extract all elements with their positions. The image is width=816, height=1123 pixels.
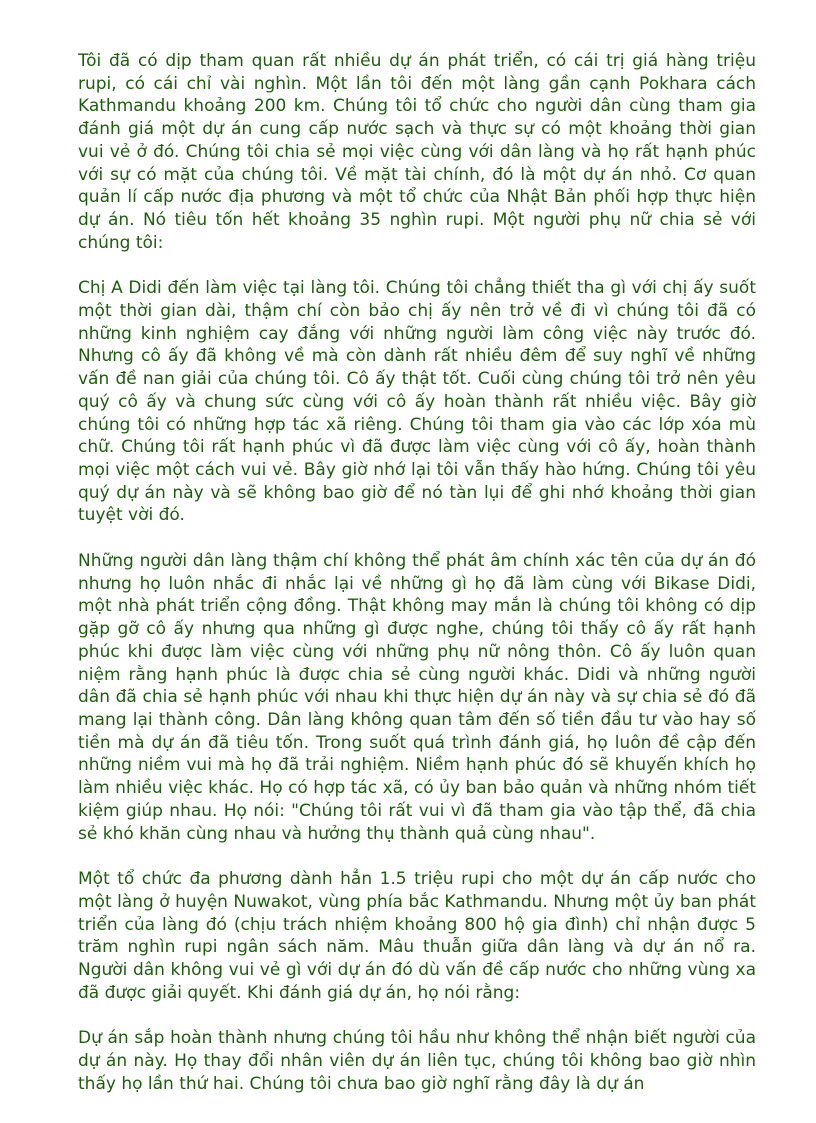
paragraph-didi-quote: Chị A Didi đến làm việc tại làng tôi. Chúng tôi chẳng thiết tha gì với chị ấy suốt một thời gian dài, thậm chí còn bảo chị ấy nên trở về đi vì chúng tôi đã có những kinh nghiệm cay đắng với những người làm công việc này trước đó. Nhưng cô ấy đã không về mà còn dành rất nhiều đêm để suy nghĩ về những vấn đề nan giải của chúng tôi. Cô ấy thật tốt. Cuối cùng chúng tôi trở nên yêu quý cô ấy và chung sức cùng với cô ấy hoàn thành rất nhiều việc. Bây giờ chúng tôi có những hợp tác xã riêng. Chúng tôi tham gia vào các lớp xóa mù chữ. Chúng tôi rất hạnh phúc vì đã được làm việc cùng với cô ấy, hoàn thành mọi việc một cách vui vẻ. Bây giờ nhớ lại tôi vẫn thấy hào hứng. Chúng tôi yêu quý dự án này và sẽ không bao giờ để nó tàn lụi để ghi nhớ khoảng thời gian tuyệt vời đó. — [78, 278, 756, 526]
paragraph-villagers-quote: Dự án sắp hoàn thành nhưng chúng tôi hầu như không thể nhận biết người của dự án này. Họ thay đổi nhân viên dự án liên tục, chúng tôi không bao giờ nhìn thấy họ lần thứ hai. Chúng tôi chưa bao giờ nghĩ rằng đây là dự án — [78, 1028, 756, 1094]
paragraph-bikase-didi: Những người dân làng thậm chí không thể phát âm chính xác tên của dự án đó nhưng họ luôn nhắc đi nhắc lại về những gì họ đã làm cùng với Bikase Didi, một nhà phát triển cộng đồng. Thật không may mắn là chúng tôi không có dịp gặp gỡ cô ấy nhưng qua những gì được nghe, chúng tôi thấy cô ấy rất hạnh phúc khi được làm việc cùng với những phụ nữ nông thôn. Cô ấy luôn quan niệm rằng hạnh phúc là được chia sẻ cùng người khác. Didi và những người dân đã chia sẻ hạnh phúc với nhau khi thực hiện dự án này và sự chia sẻ đó đã mang lại thành công. Dân làng không quan tâm đến số tiền đầu tư vào hay số tiền mà dự án đã tiêu tốn. Trong suốt quá trình đánh giá, họ luôn đề cập đến những niềm vui mà họ đã trải nghiệm. Niềm hạnh phúc đó sẽ khuyến khích họ làm nhiều việc khác. Họ có hợp tác xã, có ủy ban bảo quản và những nhóm tiết kiệm giúp nhau. Họ nói: "Chúng tôi rất vui vì đã tham gia vào tập thể, đã chia sẻ khó khăn cùng nhau và hưởng thụ thành quả cùng nhau". — [78, 551, 756, 844]
paragraph-pokhara-visit: Tôi đã có dịp tham quan rất nhiều dự án phát triển, có cái trị giá hàng triệu rupi, có cái chỉ vài nghìn. Một lần tôi đến một làng gần cạnh Pokhara cách Kathmandu khoảng 200 km. Chúng tôi tổ chức cho người dân cùng tham gia đánh giá một dự án cung cấp nước sạch và thực sự có một khoảng thời gian vui vẻ ở đó. Chúng tôi chia sẻ mọi việc cùng với dân làng và họ rất hạnh phúc với sự có mặt của chúng tôi. Về mặt tài chính, đó là một dự án nhỏ. Cơ quan quản lí cấp nước địa phương và một tổ chức của Nhật Bản phối hợp thực hiện dự án. Nó tiêu tốn hết khoảng 35 nghìn rupi. Một người phụ nữ chia sẻ với chúng tôi: — [78, 51, 756, 253]
paragraph-nuwakot-project: Một tổ chức đa phương dành hẳn 1.5 triệu rupi cho một dự án cấp nước cho một làng ở huyện Nuwakot, vùng phía bắc Kathmandu. Nhưng một ủy ban phát triển của làng đó (chịu trách nhiệm khoảng 800 hộ gia đình) chỉ nhận được 5 trăm nghìn rupi ngân sách năm. Mâu thuẫn giữa dân làng và dự án nổ ra. Người dân không vui vẻ gì với dự án đó dù vấn đề cấp nước cho những vùng xa đã được giải quyết. Khi đánh giá dự án, họ nói rằng: — [78, 869, 756, 1003]
